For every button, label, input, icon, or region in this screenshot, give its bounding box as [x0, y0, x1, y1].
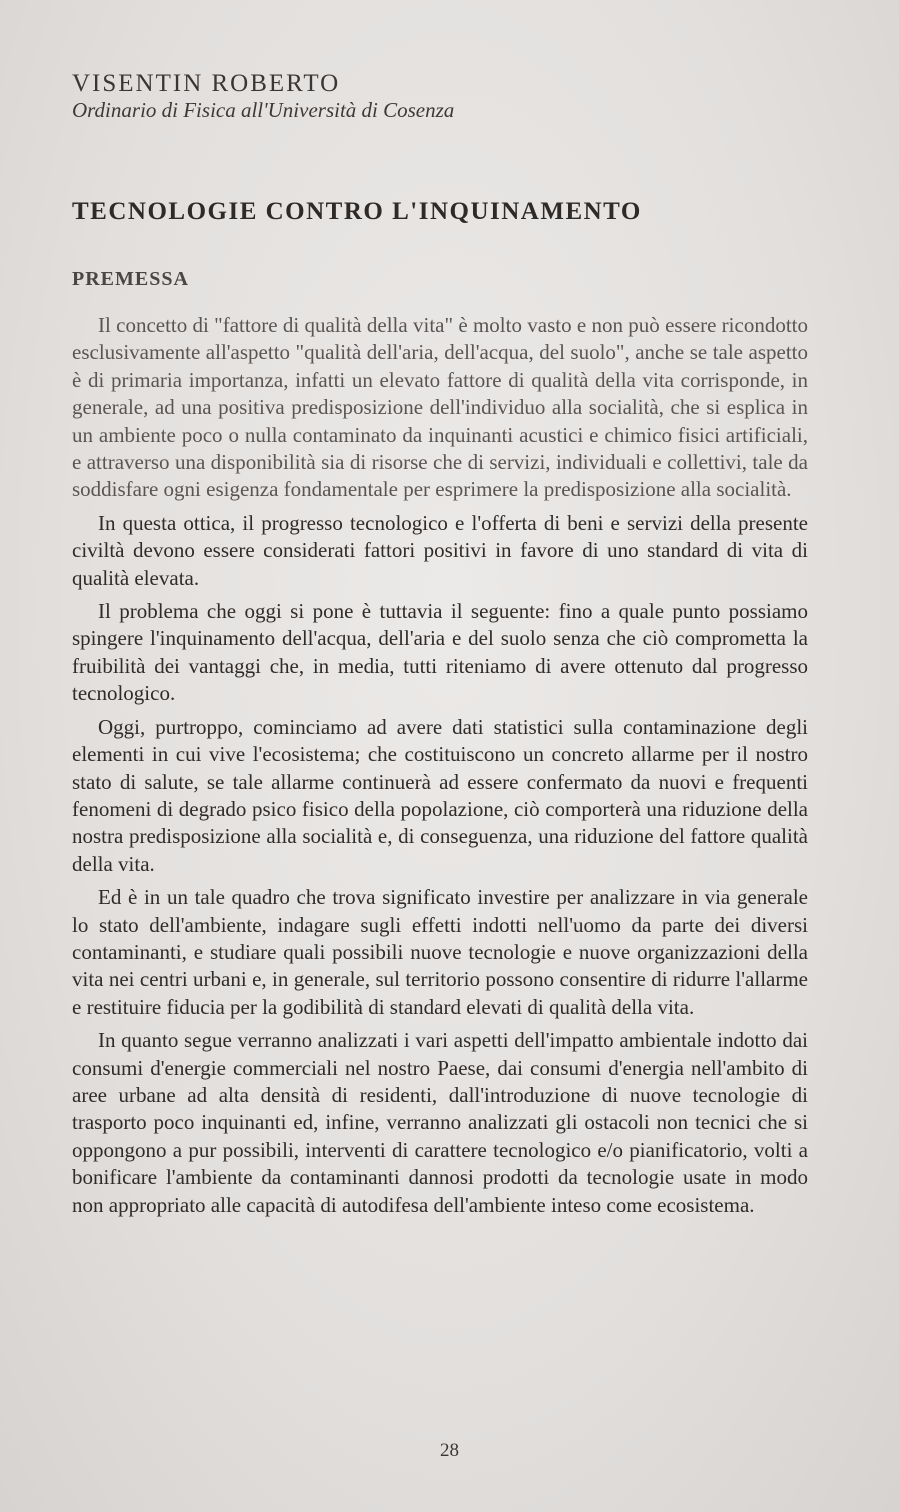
section-title: PREMESSA	[72, 268, 189, 290]
article-title: TECNOLOGIE CONTRO L'INQUINAMENTO	[72, 198, 642, 225]
article-body	[72, 312, 808, 1225]
paragraph-5: Ed è in un tale quadro che trova significato investire per analizzare in via generale lo stato dell'ambiente, indagare sugli effetti indotti nell'uomo da parte dei diversi contaminanti, e studiare quali possibili nuove tecnologie e nuove organizzazioni della vita nei centri urbani e, in generale, sul territorio possono consentire di ridurre l'allarme e restituire fiducia per la godibilità di standard elevati di qualità della vita.	[72, 885, 808, 1019]
paragraph-6: In quanto segue verranno analizzati i vari aspetti dell'impatto ambientale indotto dai consumi d'energie commerciali nel nostro Paese, dai consumi d'energia nell'ambito di aree urbane ad alta densità di residenti, dall'introduzione di nuove tecnologie di trasporto poco inquinanti ed, infine, verranno analizzati gli ostacoli non tecnici che si oppongono a pur possibili, interventi di carattere tecnologico e/o pianificatorio, volti a bonificare l'ambiente da contaminanti dannosi prodotti da tecnologie usate in modo non appropriato alle capacità di autodifesa dell'ambiente inteso come ecosistema.	[72, 1028, 808, 1217]
paragraph-1: Il concetto di "fattore di qualità della vita" è molto vasto e non può essere ricondotto esclusivamente all'aspetto "qualità dell'aria, dell'acqua, del suolo", anche se tale aspetto è di primaria importanza, infatti un elevato fattore di qualità della vita corrisponde, in generale, ad una positiva predisposizione dell'individuo alla socialità, che si esplica in un ambiente poco o nulla contaminato da inquinanti acustici e chimico fisici artificiali, e attraverso una disponibilità sia di risorse che di servizi, individuali e collettivi, tale da soddisfare ogni esigenza fondamentale per esprimere la predisposizione alla socialità.	[72, 313, 808, 502]
page-number: 28	[440, 1440, 459, 1461]
author-name: VISENTIN ROBERTO	[72, 70, 341, 97]
page-content	[72, 70, 808, 1217]
paragraph-3: Il problema che oggi si pone è tuttavia il seguente: fino a quale punto possiamo spingere l'inquinamento dell'acqua, dell'aria e del suolo senza che ciò comprometta la fruibilità dei vantaggi che, in media, tutti riteniamo di avere ottenuto dal progresso tecnologico.	[72, 599, 808, 706]
paragraph-4: Oggi, purtroppo, cominciamo ad avere dati statistici sulla contaminazione degli elementi in cui vive l'ecosistema; che costituiscono un concreto allarme per il nostro stato di salute, se tale allarme continuerà ad essere confermato da nuovi e frequenti fenomeni di degrado psico fisico della popolazione, ciò comporterà una riduzione della nostra predisposizione alla socialità e, di conseguenza, una riduzione del fattore qualità della vita.	[72, 714, 808, 876]
author-role: Ordinario di Fisica all'Università di Cosenza	[72, 98, 455, 122]
paragraph-2: In questa ottica, il progresso tecnologico e l'offerta di beni e servizi della presente civiltà devono essere considerati fattori positivi in favore di uno standard di vita di qualità elevata.	[72, 510, 808, 590]
